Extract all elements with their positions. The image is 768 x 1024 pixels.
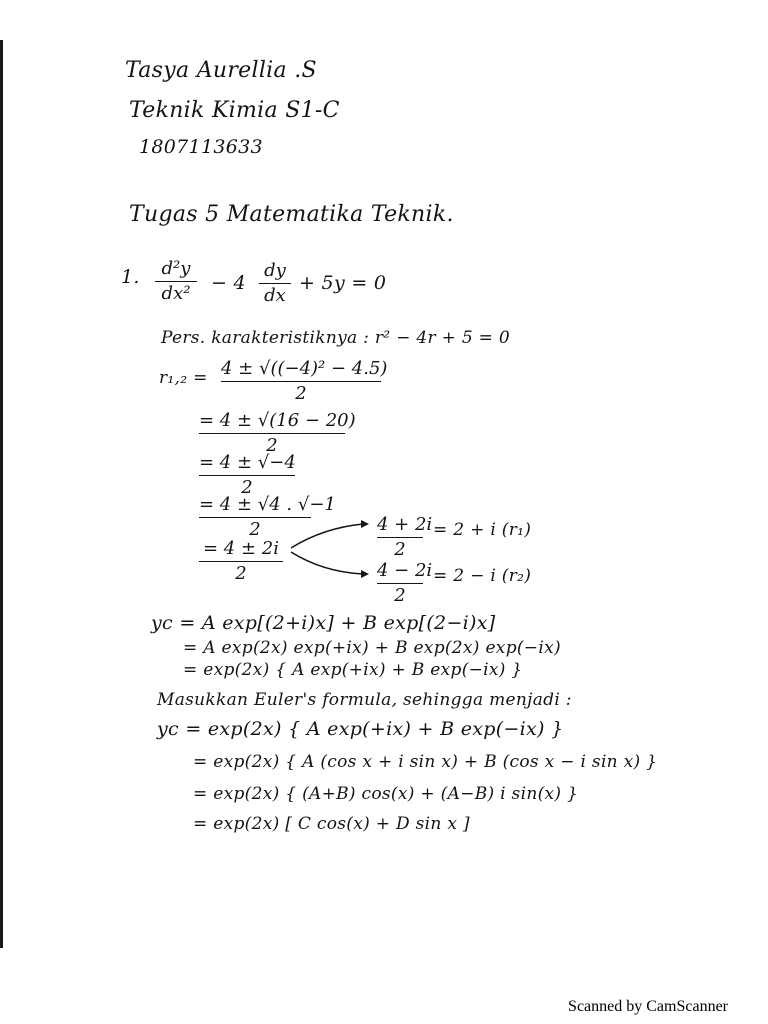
root-step-1-den: 2 — [295, 383, 307, 404]
arrowhead-upper — [361, 520, 369, 528]
camscanner-watermark: Scanned by CamScanner — [568, 998, 728, 1015]
solution-line-4: yc = exp(2x) { A exp(+ix) + B exp(−ix) } — [157, 718, 564, 740]
root-step-3-den: 2 — [241, 477, 253, 498]
solution-line-2: = A exp(2x) exp(+ix) + B exp(2x) exp(−ix) — [183, 638, 561, 658]
equation-rest: + 5y = 0 — [299, 272, 387, 294]
root-step-2-den: 2 — [266, 435, 278, 456]
characteristic-equation: Pers. karakteristiknya : r² − 4r + 5 = 0 — [161, 328, 511, 348]
fraction-bar — [377, 583, 423, 584]
root-step-3-num: = 4 ± √−4 — [199, 452, 296, 473]
dy-text: dy — [264, 260, 286, 281]
branch-2-result: = 2 − i (r₂) — [433, 566, 532, 586]
branch-1-num: 4 + 2i — [377, 514, 433, 535]
assignment-title: Tugas 5 Matematika Teknik. — [129, 202, 454, 227]
branch-1-fraction — [377, 514, 433, 560]
branch-2-den: 2 — [394, 585, 406, 606]
root-step-1-num: 4 ± √((−4)² − 4.5) — [221, 358, 388, 379]
dx-text: dx — [264, 285, 286, 306]
root-step-4-den: 2 — [249, 519, 261, 540]
branch-1-result: = 2 + i (r₁) — [433, 520, 532, 540]
arrow-upper — [291, 524, 363, 548]
solution-line-7: = exp(2x) [ C cos(x) + D sin x ] — [193, 814, 470, 834]
root-step-5-den: 2 — [235, 563, 247, 584]
solution-line-6: = exp(2x) { (A+B) cos(x) + (A−B) i sin(x) } — [193, 784, 579, 804]
arrow-lower — [291, 552, 363, 574]
branch-2-num: 4 − 2i — [377, 560, 433, 581]
arrowhead-lower — [361, 570, 369, 578]
roots-label: r₁,₂ = — [159, 368, 208, 388]
euler-note: Masukkan Euler's formula, sehingga menjadi : — [157, 690, 572, 710]
scanned-page — [0, 40, 768, 948]
branch-2-fraction — [377, 560, 433, 606]
d2y-text: d²y — [161, 258, 191, 279]
branch-1-den: 2 — [394, 539, 406, 560]
student-program: Teknik Kimia S1-C — [129, 98, 340, 123]
root-step-2-num: = 4 ± √(16 − 20) — [199, 410, 356, 431]
root-step-4-num: = 4 ± √4 . √−1 — [199, 494, 336, 515]
minus-four-term: − 4 — [211, 272, 246, 294]
solution-line-5: = exp(2x) { A (cos x + i sin x) + B (cos x − i sin x) } — [193, 752, 658, 772]
solution-line-3: = exp(2x) { A exp(+ix) + B exp(−ix) } — [183, 660, 523, 680]
solution-line-1: yc = A exp[(2+i)x] + B exp[(2−i)x] — [151, 612, 496, 634]
dx2-text: dx² — [161, 283, 191, 304]
branch-arrows — [3, 40, 768, 948]
fraction-bar — [377, 537, 423, 538]
root-step-5-num: = 4 ± 2i — [203, 538, 279, 559]
student-name: Tasya Aurellia .S — [125, 58, 317, 83]
problem-number: 1. — [121, 266, 140, 288]
student-id: 1807113633 — [139, 136, 263, 158]
